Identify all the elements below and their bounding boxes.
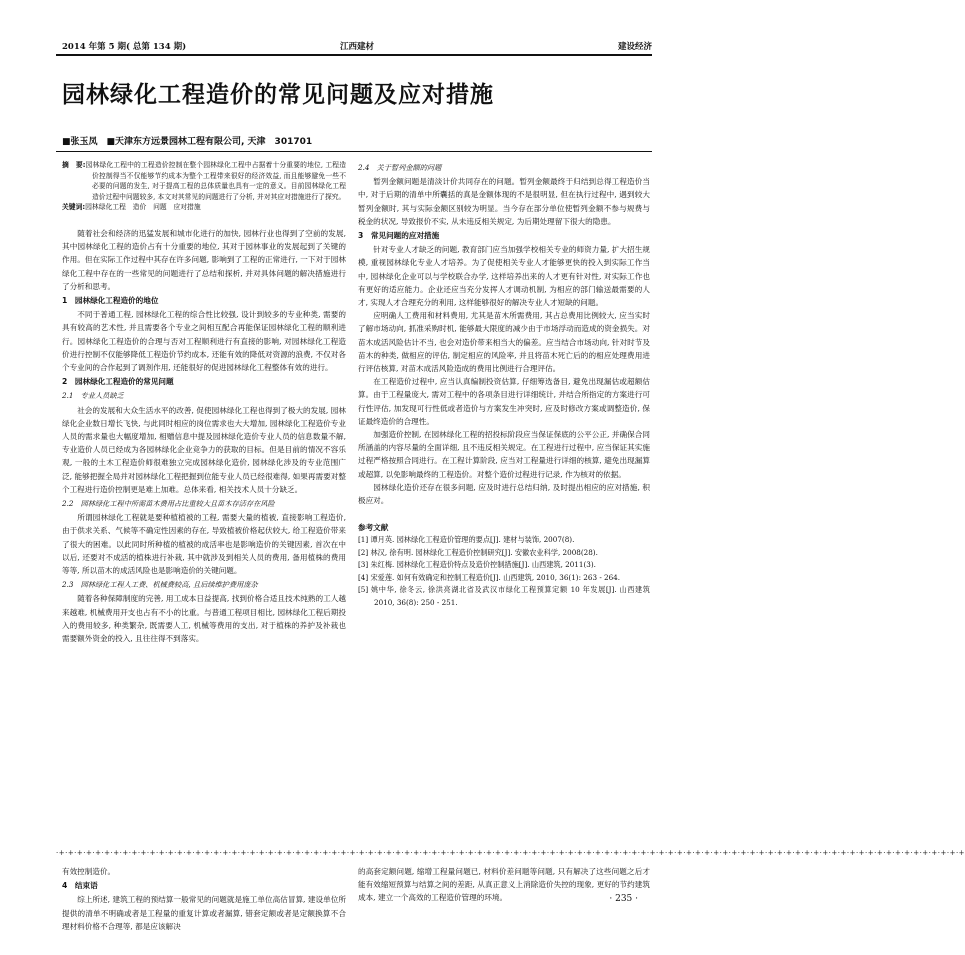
section-3-paragraph: 园林绿化造价还存在很多问题, 应及时进行总结归纳, 及时提出相应的应对措施, 积极应对。 [358,482,650,506]
section-3-paragraph: 针对专业人才缺乏的问题, 教育部门应当加强学校相关专业的师资力量, 扩大招生规模, 重视园林绿化专业人才培养。为了促使相关专业人才能够更快的投入到实际工作当中, 园林绿化企业可以与学校联合办学, 这样培养出来的人才更有针对性, 对实际工作也有更好的适应能力。企业还应当充分发挥人才调动机制, 为相应的部门输送最需要的人才, 实现人才合理充分的利用, 这样能够很好的解决专业人才短缺的问题。 [358,245,650,308]
section-2-4-text: 暂列金额问题是清淡计价共同存在的问题。暂列金额最终于归结到总得工程造价当中, 对于后期的清单中所囊括的真是金额体现的不是很明显, 但在执行过程中, 遇到较大暂列金额时, 其与实际金额区别较为明显。当今存在部分单位使暂列金额不参与规费与税金的状况, 导致报价不实, 从未违反相关规定, 为后期处理留下很大的隐患。 [358,177,650,226]
section-1-heading: 1 园林绿化工程造价的地位 [62,295,159,305]
reference-item: [1] 谭月英. 园林绿化工程造价管理的要点[J]. 建材与装饰, 2007(8). [358,535,575,545]
abstract-text: 园林绿化工程中的工程造价控制在整个园林绿化工程中占据着十分重要的地位, 工程造价控制得当不仅能够节约成本为整个工程带来很好的经济效益, 而且能够避免一些不必要的问题的发生, 对于提高工程的总体质量也具有一定的意义。目前园林绿化工程造价过程中问题较多, 本文对其常见的问题进行了分析, 并对其应对措施进行了探究。 [85,161,346,201]
section-3-heading: 3 常见问题的应对措施 [358,231,440,241]
section-2-3-heading: 2.3 园林绿化工程人工费、机械费较高, 且后续维护费用庞杂 [62,580,258,590]
section-1-text: 不同于普通工程, 园林绿化工程的综合性比较强, 设计到较多的专业种类, 需要的具有较高的艺术性, 并且需要各个专业之间相互配合再能保证园林绿化工程的顺利进行。园林绿化工程造价的合理与否对工程顺利进行有直接的影响, 对园林绿化工程造价进行控制不仅能够降低工程造价节约成本, 还能有效的降低对资源的浪费, 不仅对各个专业间的合作起到了调剂作用, 还能很好的促进园林绿化工程整体有效的进行。 [62,310,346,372]
section-2-2-text: 所谓园林绿化工程就是要种植植被的工程, 需要大量的植被, 直接影响工程造价, 由于供求关系、气候等不确定性因素的存在, 导致植被价格起伏较大, 给工程造价带来了很大的困难。以此同时所种植的植被的成活率也是影响造价的关键因素, 首次在中以后, 还要对不成活的植株进行补栽, 其中就涉及到相关人员的费用, 备用植株的费用等等, 所以苗木的成活风险也是影响造价的关键问题。 [62,513,346,576]
section-3-paragraph: 加强造价控制, 在园林绿化工程的招投标阶段应当保证保底的公平公正, 并确保合同所涵盖的内容尽量的全面详细, 且不违反相关规定。在工程进行过程中, 应当保证其实施过程严格按照合同进行。在工程计算阶段, 应当对工程量进行详细的核算, 避免出现漏算或超算, 以免影响最终的工程造价。对整个造价过程进行记录, 作为核对的依据。 [358,430,650,479]
references-heading: 参考文献 [358,523,389,533]
section-3-paragraph: 应明确人工费用和材料费用, 尤其是苗木所需费用, 其占总费用比例较大, 应当实时了解市场动向, 抓准采购时机, 能够最大限度的减少由于市场浮动而造成的资金损失。对苗木成活风险估计不当, 也会对造价带来相当大的偏差。应当结合市场动向, 针对时节及苗木的种类, 做相应的评估, 制定相应的风险率, 并且将苗木死亡后的的相应处理费用进行评估核算, 对苗木成活风险造成的费用比例进行合理评估。 [358,311,650,374]
abstract-block [62,160,346,213]
right-column [358,160,650,609]
issue-info: 2014 年第 5 期( 总第 134 期) [62,42,187,52]
section-3-paragraph: 在工程造价过程中, 应当认真编制投资估算, 仔细筹选备目, 避免出现漏估或超额估算。由于工程量庞大, 需对工程中的各项条目进行详细统计, 并结合所指定的方案进行可行性评估, 加发现可行性低或者造价与方案发生冲突时, 应及时修改方案或调整造价, 保证最终造价的合理性。 [358,377,650,426]
reference-item: [5] 姚中华, 徐冬云, 徐洪亮湖北省及武汉市绿化工程预算定额 10 年发展[J]. 山西建筑 2010, 36(8): 250 - 251. [358,585,650,607]
header-rule [56,54,652,56]
section-2-1-heading: 2.1 专业人员缺乏 [62,391,124,401]
authors-affiliation: ■张玉凤 ■天津东方远景园林工程有限公司, 天津 301701 [62,137,313,147]
section-2-2-heading: 2.2 园林绿化工程中所需苗木费用占比重较大且苗木存活存在风险 [62,499,275,509]
title-rule [56,151,652,152]
bottom-left-column [62,865,346,933]
reference-item: [2] 林汉, 徐有明. 园林绿化工程造价控制研究[J]. 安徽农业科学, 2008(28). [358,547,598,557]
section-name: 建设经济 [617,42,652,52]
section-2-3-text: 随着各种保障制度的完善, 用工成本日益提高, 找到价格合适且技术纯熟的工人越来越难, 机械费用开支也占有不小的比重。与普通工程项目相比, 园林绿化工程后期投入的费用较多, 种类繁杂, 既需要人工, 机械等费用的支出, 对于植株的养护及补栽也需要额外资金的投入, 且往往得不到落实。 [62,594,346,644]
page-number: · 235 · [609,894,638,904]
keywords-text: 园林绿化工程 造价 问题 应对措施 [85,203,201,212]
reference-item: [4] 宋爱莲. 如何有效确定和控制工程造价[J]. 山西建筑, 2010, 36(1): 263 - 264. [358,572,621,582]
left-column [62,160,346,645]
continued-text: 有效控制造价。 [62,867,116,876]
section-4-heading: 4 结束语 [62,881,98,891]
separator-line: ·+·+·+·+·+·+·+·+·+·+·+·+·+·+·+·+·+·+·+·+·+·+·+·+·+·+·+·+·+·+·+·+·+·+·+·+·+·+·+·+·+·+·+·+·+·+·+·+·+·+·+·+·+·+·+·+·+·+·+·+·+·+·+·+·+·+·+·+·+·+·+·+·+·+·+·+·+·+·+·+·+·+·+·+·+·+·+·+·+·+·+·+·+·+·+·+·+·+·+·+ [56,849,965,857]
journal-name: 江西建材 [339,42,374,52]
intro-paragraph: 随着社会和经济的迅猛发展和城市化进行的加快, 园林行业也得到了空前的发展, 其中园林绿化工程的造价占有十分重要的地位, 其对于园林事业的发展起到了关键的作用。但在实际工作过程中其存在许多问题, 影响到了工程的正常进行, 一下对于园林绿化工程中存在的一些常见的问题进行了总结和探析, 并对具体问题的解决措施进行了分析和思考。 [62,228,346,291]
bottom-right-column [358,865,650,905]
section-4-text: 综上所述, 建筑工程的预结算一般常见的问题就是施工单位高估冒算, 建设单位所提供的清单不明确或者是工程量的重复计算或者漏算, 错套定额或者是定额换算不合理材料价格不合理等, 都是应该解决 [62,895,346,931]
running-header [62,40,652,54]
abstract-label: 摘 要: [62,161,86,169]
article-title: 园林绿化工程造价的常见问题及应对措施 [62,82,494,108]
conclusion-continued: 的高套定额问题, 缩增工程量问题已, 材料价差问题等问题, 只有解决了这些问题之后才能有效缩短预算与结算之间的差距, 从真正意义上消除造价失控的现象, 更好的节约建筑成本, 建立一个高效的工程造价管理的环境。 [358,867,650,903]
reference-item: [3] 朱红梅. 园林绿化工程造价特点及造价控制措施[J]. 山西建筑, 2011(3). [358,560,596,570]
section-2-1-text: 社会的发展和大众生活水平的改善, 促使园林绿化工程也得到了极大的发展, 园林绿化企业数日增长飞快, 与此同时相应的岗位需求也大大增加, 园林绿化工程造价专业人员的需求量也大幅度增加, 相赠信息中提及园林绿化造价专业人员的信息数量不解, 专业造价人员已经成为各园林绿化企业竞争力的获取的目标。但是目前的情况不容乐观, 一般的土木工程造价师很难独立完成园林绿化造价, 园林绿化涉及的专业范围广泛, 能够把握全局并对园林绿化工程把握到位能专业人员已经很难得, 如果再需要对整个工程进行造价控制更是难上加难。总体来看, 相关技术人员十分缺乏。 [62,405,346,494]
keywords-label: 关键词: [62,203,86,212]
section-2-heading: 2 园林绿化工程造价的常见问题 [62,377,174,387]
section-2-4-heading: 2.4 关于暂列金额的问题 [358,163,442,172]
